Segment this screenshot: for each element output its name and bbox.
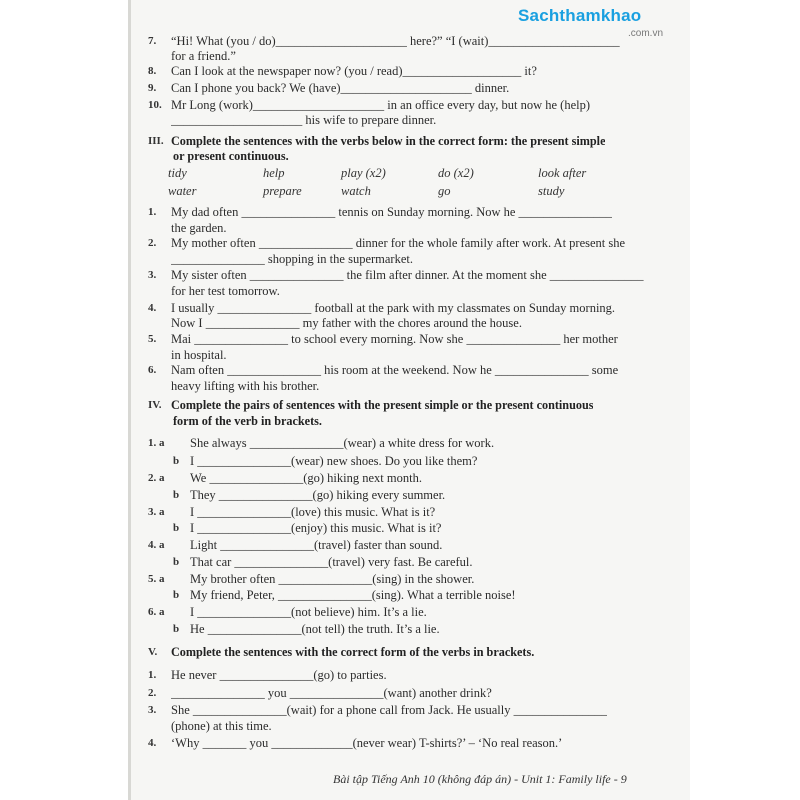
- item-number: b: [173, 556, 180, 568]
- item-number: 4.: [148, 737, 157, 749]
- exercise-line: (phone) at this time.: [171, 719, 272, 733]
- exercise-line: That car _______________(travel) very fast. Be careful.: [190, 555, 473, 569]
- exercise-line: _______________ you _______________(want) another drink?: [171, 686, 492, 700]
- item-number: 4.: [148, 302, 157, 314]
- exercise-line: Light _______________(travel) faster than sound.: [190, 538, 443, 552]
- exercise-line: I _______________(love) this music. What is it?: [190, 505, 436, 519]
- section-heading: form of the verb in brackets.: [173, 414, 322, 428]
- exercise-line: My brother often _______________(sing) in the shower.: [190, 572, 475, 586]
- exercise-line: _____________________ his wife to prepare dinner.: [171, 113, 437, 127]
- section-heading: Complete the sentences with the correct form of the verbs in brackets.: [171, 645, 535, 659]
- item-number: b: [173, 589, 180, 601]
- item-number: 6.: [148, 364, 157, 376]
- verb-word: prepare: [263, 184, 302, 198]
- exercise-line: Can I look at the newspaper now? (you / read)___________________ it?: [171, 64, 537, 78]
- item-number: 1.: [148, 206, 157, 218]
- item-number: 4. a: [148, 539, 165, 551]
- workbook-page: [128, 0, 690, 800]
- verb-word: study: [538, 184, 565, 198]
- item-number: V.: [148, 646, 158, 658]
- item-number: 6. a: [148, 606, 165, 618]
- exercise-line: Nam often _______________ his room at the weekend. Now he _______________ some: [171, 363, 619, 377]
- exercise-line: Now I _______________ my father with the chores around the house.: [171, 316, 522, 330]
- exercise-line: We _______________(go) hiking next month.: [190, 471, 422, 485]
- exercise-line: He never _______________(go) to parties.: [171, 668, 387, 682]
- item-number: 3.: [148, 269, 157, 281]
- item-number: 1.: [148, 669, 157, 681]
- item-number: b: [173, 623, 180, 635]
- exercise-line: I usually _______________ football at the park with my classmates on Sunday morning.: [171, 301, 616, 315]
- exercise-line: _______________ shopping in the supermarket.: [171, 252, 413, 266]
- verb-word: do (x2): [438, 166, 474, 180]
- exercise-line: He _______________(not tell) the truth. It’s a lie.: [190, 622, 440, 636]
- item-number: 3. a: [148, 506, 165, 518]
- exercise-line: She _______________(wait) for a phone call from Jack. He usually _______________: [171, 703, 608, 717]
- verb-word: look after: [538, 166, 587, 180]
- logo-main-text: Sachthamkhao: [518, 6, 642, 25]
- item-number: 9.: [148, 82, 157, 94]
- item-number: b: [173, 522, 180, 534]
- item-number: 2.: [148, 687, 157, 699]
- logo-sub-text: .com.vn: [628, 28, 664, 39]
- exercise-line: They _______________(go) hiking every summer.: [190, 488, 446, 502]
- exercise-line: for her test tomorrow.: [171, 284, 280, 298]
- item-number: 2. a: [148, 472, 165, 484]
- page-footer: Bài tập Tiếng Anh 10 (không đáp án) - Unit 1: Family life - 9: [333, 772, 627, 786]
- verb-word: play (x2): [341, 166, 386, 180]
- item-number: 5.: [148, 333, 157, 345]
- item-number: 3.: [148, 704, 157, 716]
- exercise-line: Mr Long (work)_____________________ in an office every day, but now he (help): [171, 98, 591, 112]
- exercise-line: My dad often _______________ tennis on Sunday morning. Now he _______________: [171, 205, 613, 219]
- item-number: III.: [148, 135, 164, 147]
- verb-word: go: [438, 184, 451, 198]
- verb-word: help: [263, 166, 285, 180]
- exercise-line: heavy lifting with his brother.: [171, 379, 320, 393]
- item-number: 2.: [148, 237, 157, 249]
- verb-word: water: [168, 184, 197, 198]
- page-edge-shadow: [128, 0, 131, 800]
- verb-word: tidy: [168, 166, 187, 180]
- exercise-line: My sister often _______________ the film after dinner. At the moment she _______________: [171, 268, 644, 282]
- item-number: 10.: [148, 99, 162, 111]
- exercise-line: I _______________(not believe) him. It’s a lie.: [190, 605, 427, 619]
- section-heading: Complete the pairs of sentences with the present simple or the present continuous: [171, 398, 594, 412]
- verb-word: watch: [341, 184, 371, 198]
- exercise-line: “Hi! What (you / do)_____________________ here?” “I (wait)_____________________: [171, 34, 620, 48]
- item-number: 7.: [148, 35, 157, 47]
- exercise-line: in hospital.: [171, 348, 227, 362]
- exercise-line: ‘Why _______ you _____________(never wear) T-shirts?’ – ‘No real reason.’: [171, 736, 563, 750]
- section-heading: or present continuous.: [173, 149, 289, 163]
- item-number: b: [173, 489, 180, 501]
- exercise-line: the garden.: [171, 221, 227, 235]
- item-number: 8.: [148, 65, 157, 77]
- exercise-line: She always _______________(wear) a white dress for work.: [190, 436, 495, 450]
- exercise-line: for a friend.”: [171, 49, 236, 63]
- item-number: 1. a: [148, 437, 165, 449]
- exercise-line: My mother often _______________ dinner for the whole family after work. At present she: [171, 236, 626, 250]
- item-number: IV.: [148, 399, 162, 411]
- item-number: 5. a: [148, 573, 165, 585]
- exercise-line: I _______________(enjoy) this music. What is it?: [190, 521, 442, 535]
- exercise-line: Mai _______________ to school every morning. Now she _______________ her mother: [171, 332, 618, 346]
- exercise-line: I _______________(wear) new shoes. Do you like them?: [190, 454, 478, 468]
- watermark-logo: [518, 6, 664, 39]
- item-number: b: [173, 455, 180, 467]
- section-heading: Complete the sentences with the verbs below in the correct form: the present simple: [171, 134, 606, 148]
- exercise-line: My friend, Peter, _______________(sing). What a terrible noise!: [190, 588, 516, 602]
- exercise-line: Can I phone you back? We (have)_____________________ dinner.: [171, 81, 510, 95]
